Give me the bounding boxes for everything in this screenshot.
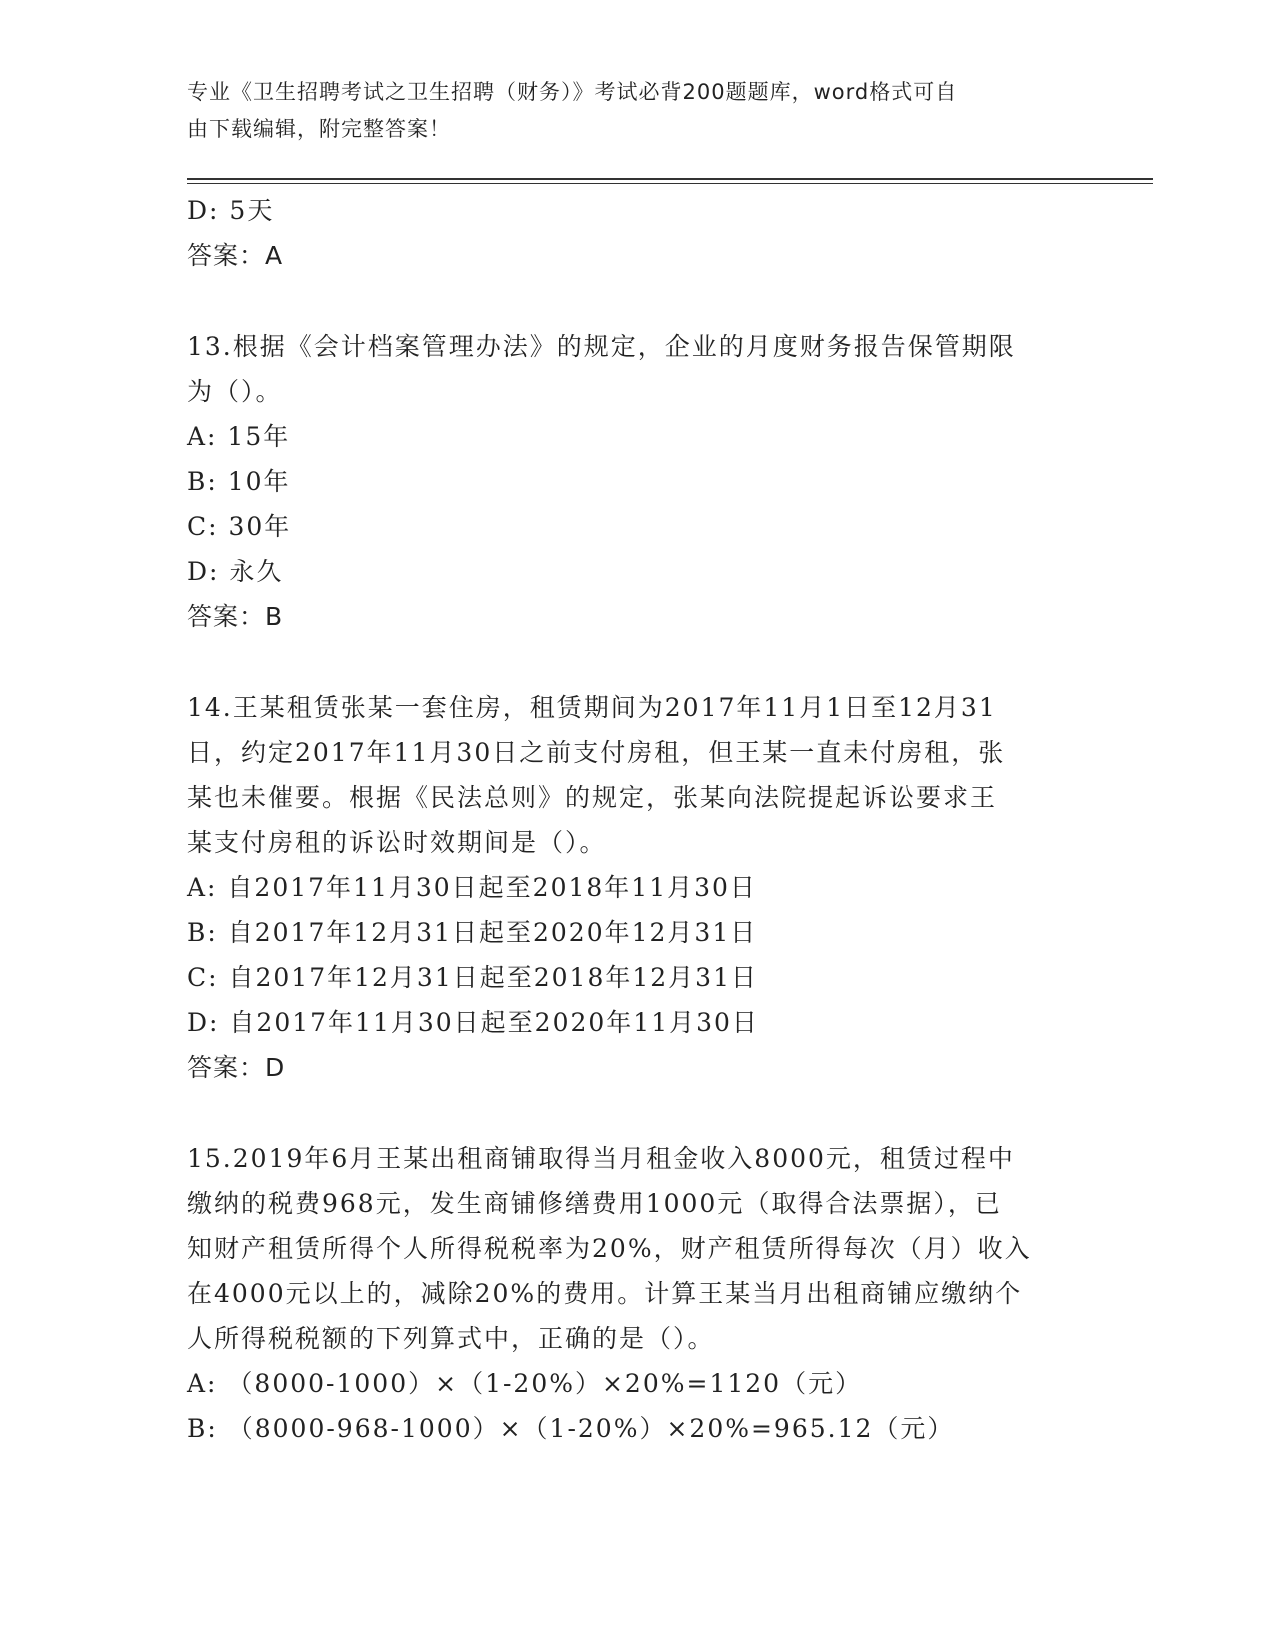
option-d: D: 5天 bbox=[187, 196, 275, 225]
question-content bbox=[187, 188, 1087, 1451]
option-b: B: （8000-968-1000）×（1-20%）×20%=965.12（元） bbox=[187, 1414, 955, 1443]
question-stem-line: 为（）。 bbox=[187, 377, 283, 406]
answer-line: 答案：A bbox=[187, 241, 284, 270]
option-c: C: 自2017年12月31日起至2018年12月31日 bbox=[187, 963, 758, 992]
question-14 bbox=[187, 685, 1087, 1090]
question-stem-line: 13.根据《会计档案管理办法》的规定，企业的月度财务报告保管期限 bbox=[187, 332, 1016, 361]
spacer bbox=[187, 1090, 1087, 1136]
header-divider-thin bbox=[187, 183, 1153, 184]
question-stem-line: 15.2019年6月王某出租商铺取得当月租金收入8000元，租赁过程中 bbox=[187, 1144, 1015, 1173]
question-stem-line: 某也未催要。根据《民法总则》的规定，张某向法院提起诉讼要求王 bbox=[187, 783, 998, 812]
spacer bbox=[187, 278, 1087, 324]
question-stem-line: 14.王某租赁张某一套住房，租赁期间为2017年11月1日至12月31 bbox=[187, 693, 997, 722]
question-stem-line: 在4000元以上的，减除20%的费用。计算王某当月出租商铺应缴纳个 bbox=[187, 1279, 1023, 1308]
option-c: C: 30年 bbox=[187, 512, 292, 541]
previous-question-tail bbox=[187, 188, 1087, 278]
option-a: A: （8000-1000）×（1-20%）×20%=1120（元） bbox=[187, 1369, 863, 1398]
question-stem-line: 某支付房租的诉讼时效期间是（）。 bbox=[187, 828, 607, 857]
header-divider-thick bbox=[187, 178, 1153, 180]
answer-line: 答案：D bbox=[187, 1053, 286, 1082]
answer-line: 答案：B bbox=[187, 602, 284, 631]
option-b: B: 10年 bbox=[187, 467, 291, 496]
option-a: A: 15年 bbox=[187, 422, 291, 451]
question-15 bbox=[187, 1136, 1087, 1451]
option-d: D: 自2017年11月30日起至2020年11月30日 bbox=[187, 1008, 759, 1037]
option-b: B: 自2017年12月31日起至2020年12月31日 bbox=[187, 918, 758, 947]
question-13 bbox=[187, 324, 1087, 639]
question-stem-line: 缴纳的税费968元，发生商铺修缮费用1000元（取得合法票据），已 bbox=[187, 1189, 1002, 1218]
header-line-2: 由下载编辑，附完整答案！ bbox=[187, 117, 451, 141]
question-stem-line: 日，约定2017年11月30日之前支付房租，但王某一直未付房租，张 bbox=[187, 738, 1006, 767]
option-a: A: 自2017年11月30日起至2018年11月30日 bbox=[187, 873, 757, 902]
question-stem-line: 人所得税税额的下列算式中，正确的是（）。 bbox=[187, 1324, 715, 1353]
spacer bbox=[187, 639, 1087, 685]
option-d: D: 永久 bbox=[187, 557, 284, 586]
question-stem-line: 知财产租赁所得个人所得税税率为20%，财产租赁所得每次（月）收入 bbox=[187, 1234, 1032, 1263]
header-line-1: 专业《卫生招聘考试之卫生招聘（财务）》考试必背200题题库，word格式可自 bbox=[187, 80, 958, 104]
document-header bbox=[187, 74, 1067, 148]
